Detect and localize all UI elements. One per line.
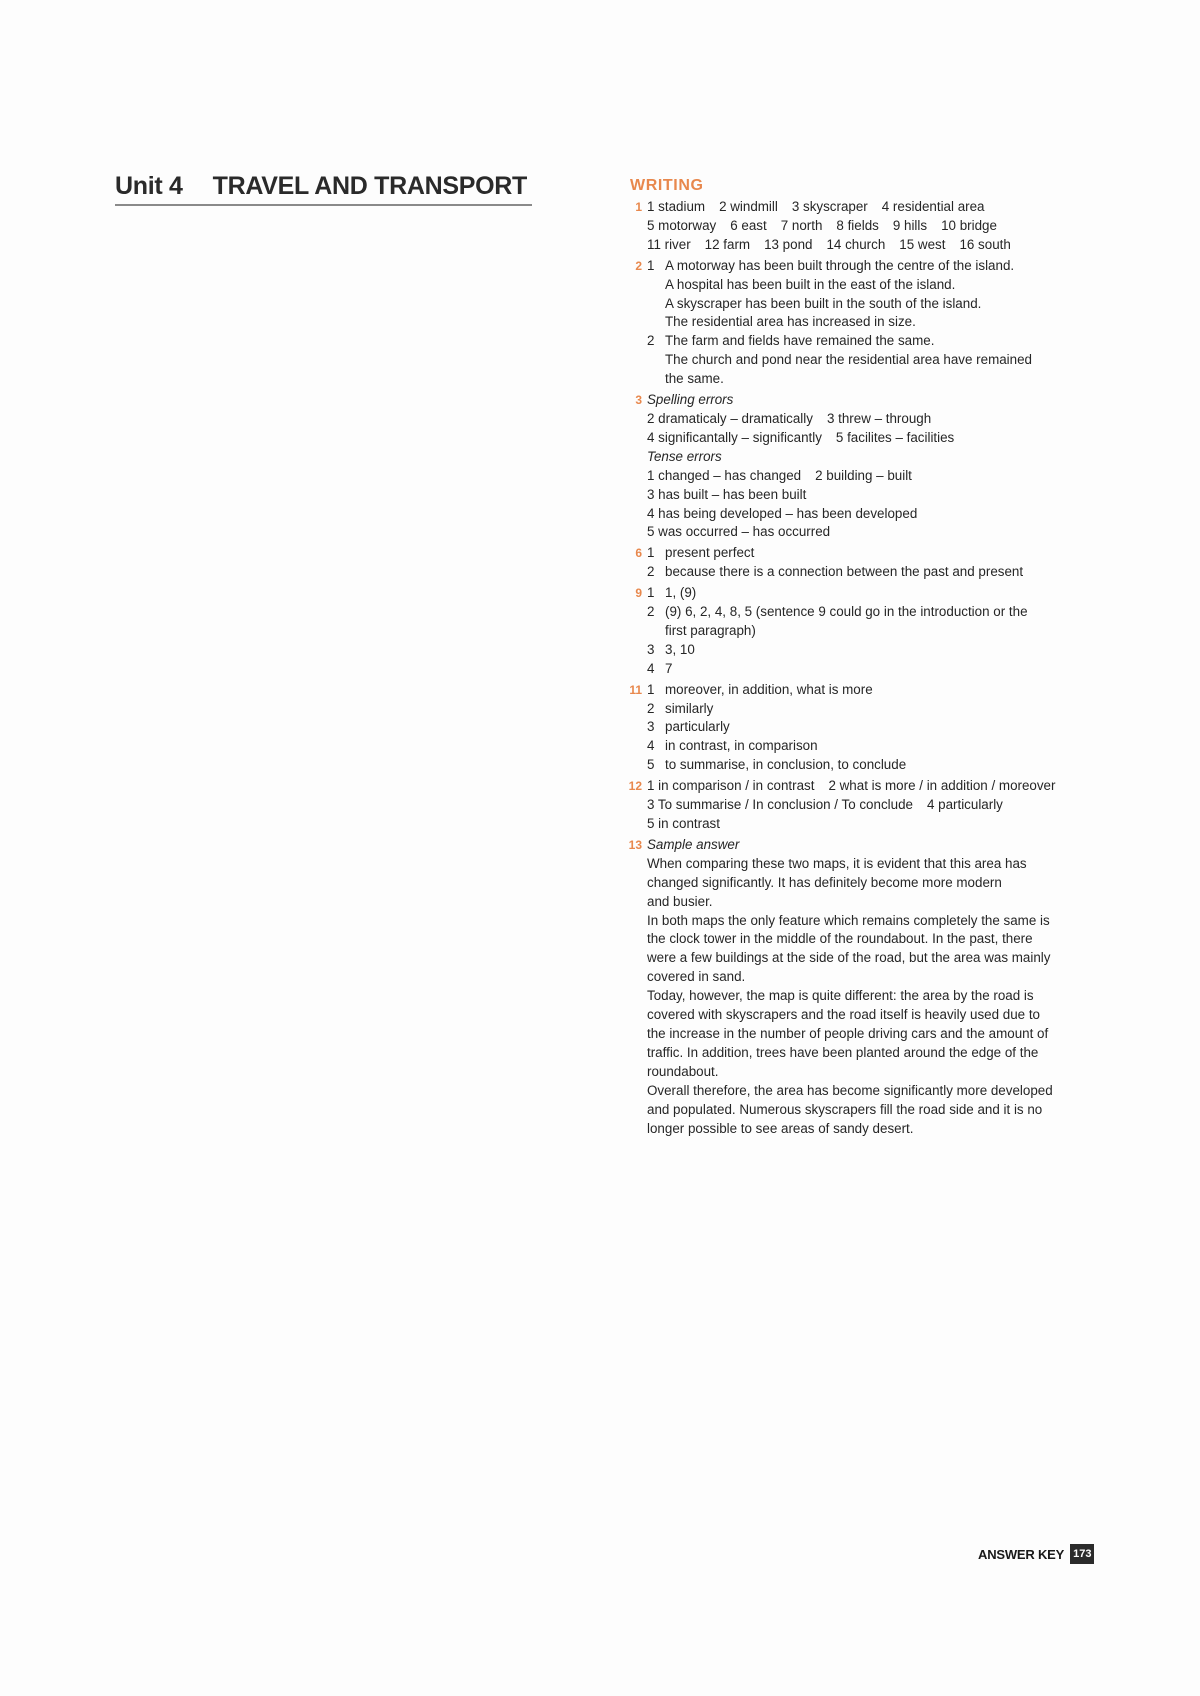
answer-item: 7 north [780,217,823,233]
subitem-number: 5 [647,757,655,773]
answer-line [647,236,1124,255]
sample-paragraph [647,912,1124,988]
exercise-number: 2 [635,258,642,273]
exercise-13 [624,836,1124,1139]
subitem-number: 3 [647,719,655,735]
answer-subitem [647,700,1124,719]
answer-line [647,410,1124,429]
answer-line: particularly [665,719,730,735]
answer-line: in contrast, in comparison [665,738,818,754]
subitem-number: 1 [647,585,655,601]
subitem-number: 2 [647,700,655,716]
answer-line: 5 was occurred – has occurred [647,524,831,540]
answer-line: 4 has being developed – has been developed [647,505,918,521]
answer-line: traffic. In addition, trees have been planted around the edge of the [647,1044,1039,1060]
answer-line: 1, (9) [665,585,697,601]
sample-paragraph [647,987,1124,1082]
sample-paragraph [647,1082,1124,1139]
answer-subitem [647,756,1124,775]
subitem-number: 2 [647,604,655,620]
answer-column [624,176,1124,1138]
answer-item: 10 bridge [941,217,997,233]
answer-item: 11 river [647,236,691,252]
answer-line: 3 has built – has been built [647,486,807,502]
answer-line: and populated. Numerous skyscrapers fill the road side and it is no [647,1101,1043,1117]
answer-subitem [647,737,1124,756]
answer-line: A motorway has been built through the centre of the island. [665,257,1015,273]
unit-underline [115,204,532,206]
answer-item: 4 particularly [926,797,1003,813]
subitem-number: 3 [647,641,655,657]
page-number: 173 [1070,1544,1094,1564]
answer-line: the increase in the number of people driving cars and the amount of [647,1025,1049,1041]
answer-line: were a few buildings at the side of the road, but the area was mainly [647,950,1051,966]
exercise-number: 6 [635,546,642,561]
unit-title: TRAVEL AND TRANSPORT [212,172,528,200]
answer-item: 3 threw – through [826,410,932,426]
answer-line [647,467,1124,486]
answer-line [647,217,1124,236]
unit-number: Unit 4 [115,172,183,200]
answer-line: (9) 6, 2, 4, 8, 5 (sentence 9 could go in the introduction or the [665,604,1028,620]
answer-line: In both maps the only feature which remains completely the same is [647,912,1050,928]
answer-line: The residential area has increased in size. [665,314,916,330]
answer-subitem [647,544,1124,563]
answer-item: 5 motorway [647,217,717,233]
answer-item: 5 facilites – facilities [835,429,955,445]
answer-item: 2 what is more / in addition / moreover [828,778,1056,794]
answer-line: moreover, in addition, what is more [665,681,873,697]
exercise-9 [624,584,1124,679]
unit-heading [115,172,527,201]
answer-line: and busier. [647,893,713,909]
answer-item: 15 west [899,236,946,252]
answer-line: A hospital has been built in the east of the island. [665,276,956,292]
answer-line: first paragraph) [665,622,756,638]
exercise-6 [624,544,1124,582]
answer-item: 12 farm [704,236,751,252]
exercise-1 [624,198,1124,255]
subitem-number: 4 [647,738,655,754]
sample-answer-label: Sample answer [647,836,740,852]
answer-line: longer possible to see areas of sandy desert. [647,1120,914,1136]
answer-item: 3 To summarise / In conclusion / To conclude [647,797,913,813]
exercise-number: 9 [635,586,642,601]
answer-line: covered in sand. [647,969,746,985]
answer-subitem [647,257,1124,333]
answer-line: Today, however, the map is quite different: the area by the road is [647,988,1034,1004]
answer-subitem [647,641,1124,660]
answer-line: similarly [665,700,714,716]
answer-item: 14 church [826,236,886,252]
answer-line: A skyscraper has been built in the south of the island. [665,295,982,311]
answer-item: 4 residential area [881,199,985,214]
answer-line: The farm and fields have remained the same. [665,333,935,349]
answer-subitem [647,603,1124,641]
tense-errors-label: Tense errors [647,448,722,464]
answer-item: 1 in comparison / in contrast [647,778,815,794]
answer-item: 1 stadium [647,199,706,214]
answer-line: because there is a connection between the past and present [665,564,1024,580]
subitem-number: 2 [647,333,655,349]
answer-line: Overall therefore, the area has become significantly more developed [647,1082,1053,1098]
exercise-number: 12 [628,779,642,794]
answer-item: 9 hills [892,217,928,233]
answer-line: The church and pond near the residential area have remained [665,352,1032,368]
subitem-number: 1 [647,545,655,561]
answer-line: 5 in contrast [647,816,720,831]
exercise-number: 3 [635,393,642,408]
subitem-number: 4 [647,660,655,676]
answer-line: 3, 10 [665,641,695,657]
answer-subitem [647,660,1124,679]
exercise-3 [624,391,1124,542]
answer-line [647,796,1124,815]
answer-subitem [647,681,1124,700]
subitem-number: 1 [647,257,655,273]
answer-line [647,429,1124,448]
answer-line: the clock tower in the middle of the roundabout. In the past, there [647,931,1033,947]
exercise-11 [624,681,1124,776]
answer-line [647,198,1124,217]
answer-item: 2 building – built [815,467,912,483]
answer-item: 2 dramaticaly – dramatically [647,410,813,426]
answer-line: present perfect [665,545,755,561]
answer-line: When comparing these two maps, it is evident that this area has [647,855,1027,871]
exercise-number: 11 [629,682,642,697]
footer-label: ANSWER KEY [978,1546,1065,1562]
answer-item: 4 significantally – significantly [647,429,822,445]
answer-item: 2 windmill [719,199,778,214]
answer-item: 16 south [959,236,1011,252]
answer-line: 7 [665,660,673,676]
answer-subitem [647,584,1124,603]
answer-line [647,777,1124,796]
answer-line: the same. [665,371,724,387]
answer-line: changed significantly. It has definitely become more modern [647,874,1002,890]
answer-line: to summarise, in conclusion, to conclude [665,757,907,773]
spelling-errors-label: Spelling errors [647,392,734,408]
subitem-number: 1 [647,681,655,697]
section-title: WRITING [630,177,704,194]
answer-item: 8 fields [836,217,879,233]
answer-item: 13 pond [764,236,813,252]
page-footer [978,1543,1094,1565]
answer-item: 1 changed – has changed [647,467,802,483]
answer-item: 3 skyscraper [791,199,868,214]
answer-line: roundabout. [647,1063,719,1079]
subitem-number: 2 [647,564,655,580]
exercise-12 [624,777,1124,834]
exercise-2 [624,257,1124,389]
answer-subitem [647,563,1124,582]
exercise-number: 13 [628,837,642,852]
answer-subitem [647,332,1124,389]
answer-line: covered with skyscrapers and the road itself is heavily used due to [647,1007,1040,1023]
exercise-number: 1 [635,200,642,214]
answer-item: 6 east [730,217,767,233]
answer-subitem [647,718,1124,737]
sample-paragraph [647,855,1124,912]
